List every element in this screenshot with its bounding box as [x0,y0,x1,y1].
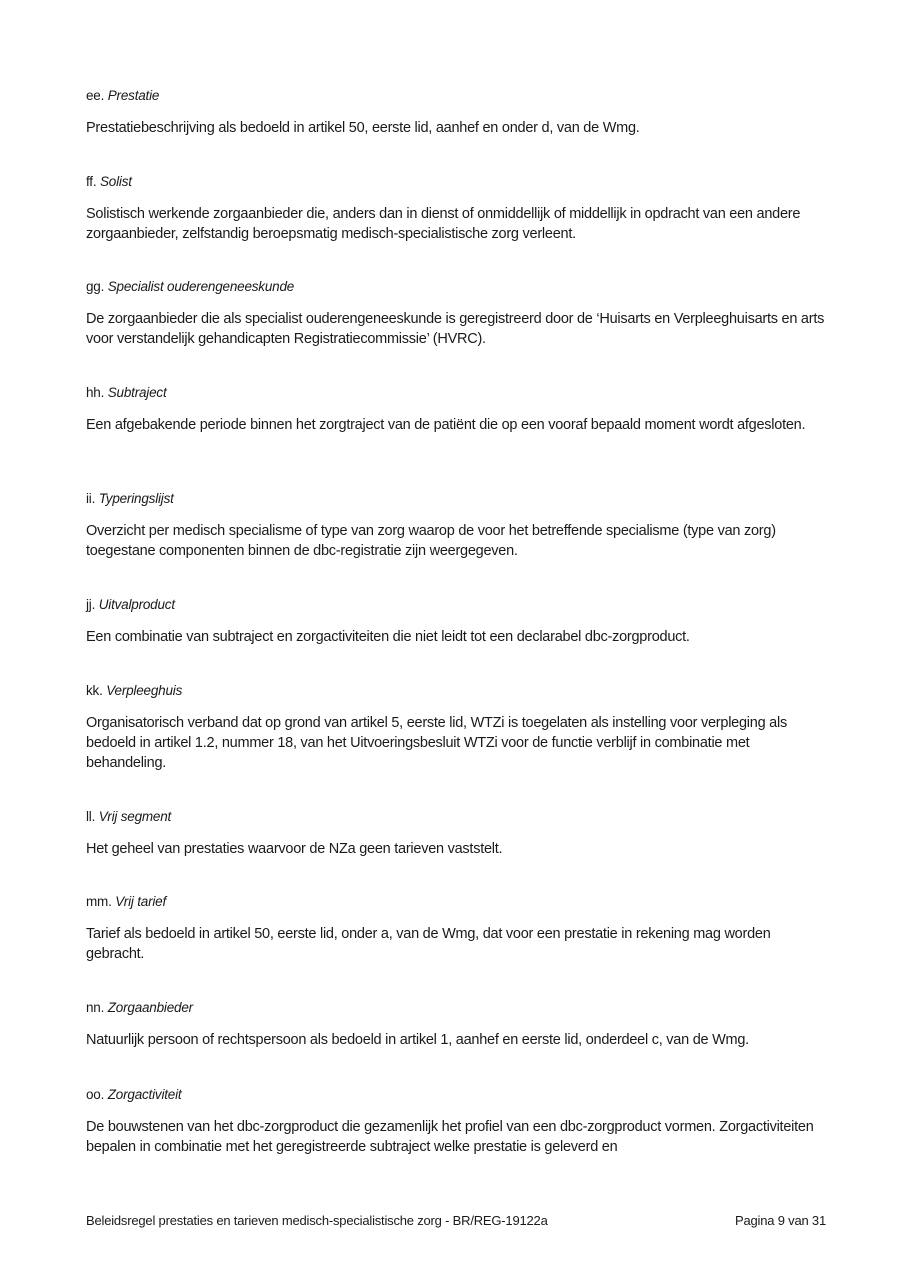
term-name: Typeringslijst [98,491,174,506]
entry-ee [86,87,826,138]
term-heading [86,808,826,826]
entry-gg [86,278,826,349]
term-definition: De bouwstenen van het dbc-zorgproduct die gezamenlijk het profiel van een dbc-zorgproduct vormen. Zorgactiviteiten bepalen in combinatie met het geregistreerde subtraject welke prestatie is geleverd en [86,1119,814,1155]
term-definition: Een afgebakende periode binnen het zorgtraject van de patiënt die op een vooraf bepaald moment wordt afgesloten. [86,417,806,433]
term-heading [86,893,826,911]
term-definition: Organisatorisch verband dat op grond van artikel 5, eerste lid, WTZi is toegelaten als instelling voor verpleging als bedoeld in artikel 1.2, nummer 18, van het Uitvoeringsbesluit WTZi voor de functie verblijf in combinatie met behandeling. [86,715,787,771]
entry-kk [86,682,826,773]
term-name: Vrij tarief [115,894,167,909]
term-name: Specialist ouderengeneeskunde [107,279,295,294]
term-heading [86,173,826,191]
term-name: Prestatie [107,88,160,103]
term-name: Zorgactiviteit [107,1087,182,1102]
term-label: ff. [86,174,97,189]
term-name: Subtraject [107,385,167,400]
term-definition: Tarief als bedoeld in artikel 50, eerste lid, onder a, van de Wmg, dat voor een prestatie in rekening mag worden gebracht. [86,926,771,962]
term-heading [86,384,826,402]
term-label: ii. [86,491,96,506]
term-label: kk. [86,683,103,698]
term-heading [86,278,826,296]
term-label: hh. [86,385,105,400]
term-label: ee. [86,88,105,103]
term-name: Zorgaanbieder [107,1000,193,1015]
term-label: jj. [86,597,96,612]
term-label: oo. [86,1087,105,1102]
term-name: Uitvalproduct [98,597,175,612]
term-name: Solist [99,174,132,189]
entry-ll [86,808,826,859]
footer-document-title: Beleidsregel prestaties en tarieven medisch-specialistische zorg - BR/REG-19122a [86,1213,548,1228]
term-name: Vrij segment [98,809,172,824]
term-label: ll. [86,809,96,824]
entry-mm [86,893,826,964]
term-definition: Natuurlijk persoon of rechtspersoon als bedoeld in artikel 1, aanhef en eerste lid, onderdeel c, van de Wmg. [86,1032,749,1048]
term-definition: De zorgaanbieder die als specialist ouderengeneeskunde is geregistreerd door de ‘Huisarts en Verpleeghuisarts en arts voor verstandelijk gehandicapten Registratiecommissie’ (HVRC). [86,311,825,347]
entry-jj [86,596,826,647]
term-label: nn. [86,1000,105,1015]
term-definition: Het geheel van prestaties waarvoor de NZa geen tarieven vaststelt. [86,841,503,857]
footer-page-number: Pagina 9 van 31 [735,1213,826,1228]
entry-ii [86,490,826,561]
term-heading [86,87,826,105]
page-footer [86,1213,826,1228]
term-name: Verpleeghuis [106,683,183,698]
term-heading [86,490,826,508]
term-label: mm. [86,894,112,909]
term-definition: Solistisch werkende zorgaanbieder die, anders dan in dienst of onmiddellijk of middellijk in opdracht van een andere zorgaanbieder, zelfstandig beroepsmatig medisch-specialistische zorg verleent. [86,206,801,242]
term-definition: Een combinatie van subtraject en zorgactiviteiten die niet leidt tot een declarabel dbc-zorgproduct. [86,629,690,645]
term-definition: Prestatiebeschrijving als bedoeld in artikel 50, eerste lid, aanhef en onder d, van de Wmg. [86,120,640,136]
entry-hh [86,384,826,435]
term-heading [86,682,826,700]
term-heading [86,596,826,614]
entry-nn [86,999,826,1050]
term-heading [86,1086,826,1104]
term-label: gg. [86,279,105,294]
entry-oo [86,1086,826,1157]
term-heading [86,999,826,1017]
entry-ff [86,173,826,244]
term-definition: Overzicht per medisch specialisme of type van zorg waarop de voor het betreffende specialisme (type van zorg) toegestane componenten binnen de dbc-registratie zijn weergegeven. [86,523,776,559]
